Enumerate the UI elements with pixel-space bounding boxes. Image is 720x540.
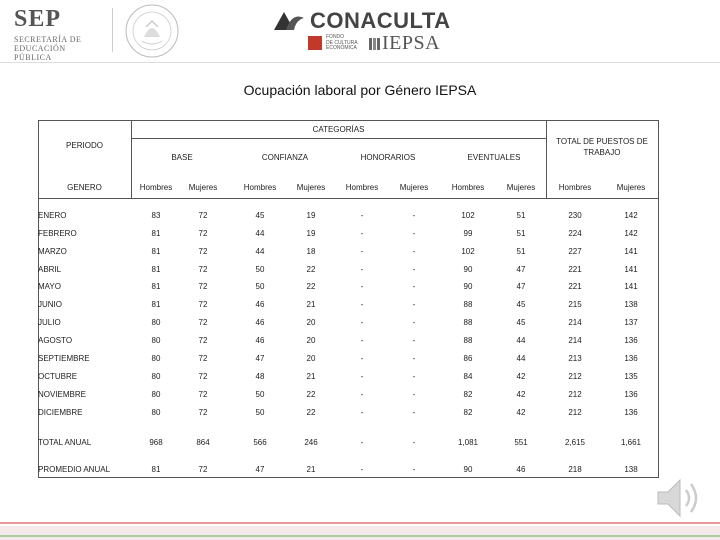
table-cell: 42 xyxy=(516,408,526,417)
fce-logo-icon xyxy=(308,36,322,50)
table-cell: 51 xyxy=(516,229,526,238)
sep-subtitle-line1: SECRETARÍA DE xyxy=(14,35,82,44)
table-cell: - xyxy=(360,354,364,363)
table-cell: 83 xyxy=(151,211,161,220)
table-cell: - xyxy=(412,465,416,474)
subheader-mujeres: Mujeres xyxy=(399,183,429,192)
table-cell: 51 xyxy=(516,247,526,256)
row-label: NOVIEMBRE xyxy=(38,390,87,399)
categorias-underline xyxy=(131,138,546,139)
table-cell: 45 xyxy=(255,211,265,220)
table-cell: - xyxy=(412,247,416,256)
table-cell: 51 xyxy=(516,211,526,220)
table-cell: - xyxy=(360,465,364,474)
table-cell: 72 xyxy=(198,354,208,363)
table-cell: 20 xyxy=(306,318,316,327)
subheader-mujeres: Mujeres xyxy=(616,183,646,192)
header xyxy=(0,0,720,62)
table-cell: 80 xyxy=(151,390,161,399)
table-cell: - xyxy=(412,265,416,274)
table-cell: - xyxy=(412,336,416,345)
table-cell: - xyxy=(360,229,364,238)
row-label: ABRIL xyxy=(38,265,62,274)
table-cell: 102 xyxy=(461,211,475,220)
table-cell: 88 xyxy=(463,336,473,345)
table-cell: 81 xyxy=(151,282,161,291)
mexico-seal-icon xyxy=(124,3,180,59)
genero-header: GENERO xyxy=(67,183,102,192)
subheader-mujeres: Mujeres xyxy=(296,183,326,192)
table-cell: 47 xyxy=(516,265,526,274)
table-cell: 22 xyxy=(306,390,316,399)
table-cell: 82 xyxy=(463,390,473,399)
table-cell: - xyxy=(360,372,364,381)
table-cell: - xyxy=(360,318,364,327)
table-cell: - xyxy=(412,318,416,327)
table-cell: 81 xyxy=(151,300,161,309)
table-cell: - xyxy=(360,282,364,291)
conaculta-mark-icon xyxy=(272,10,306,32)
table-cell: 566 xyxy=(253,438,267,447)
subheader-mujeres: Mujeres xyxy=(188,183,218,192)
table-cell: 72 xyxy=(198,372,208,381)
table-cell: 1,081 xyxy=(457,438,479,447)
row-label: MARZO xyxy=(38,247,67,256)
subheader-hombres: Hombres xyxy=(451,183,485,192)
fce-line-2: DE CULTURA xyxy=(326,39,358,46)
subheader-hombres: Hombres xyxy=(139,183,173,192)
table-cell: 47 xyxy=(255,465,265,474)
table-cell: 44 xyxy=(516,336,526,345)
table-cell: 551 xyxy=(514,438,528,447)
table-cell: 80 xyxy=(151,336,161,345)
table-cell: 82 xyxy=(463,408,473,417)
table-cell: 42 xyxy=(516,372,526,381)
table-cell: 80 xyxy=(151,318,161,327)
table-cell: - xyxy=(360,247,364,256)
table-cell: 72 xyxy=(198,229,208,238)
footer-stripe-red xyxy=(0,522,720,524)
table-cell: - xyxy=(412,390,416,399)
table-cell: 99 xyxy=(463,229,473,238)
table-cell: 47 xyxy=(255,354,265,363)
table-cell: 50 xyxy=(255,390,265,399)
fce-text xyxy=(326,35,358,52)
table-cell: 88 xyxy=(463,318,473,327)
table-cell: 19 xyxy=(306,211,316,220)
table-cell: 214 xyxy=(568,336,582,345)
table-cell: 44 xyxy=(255,229,265,238)
table-cell: 218 xyxy=(568,465,582,474)
table-cell: 46 xyxy=(255,336,265,345)
table-cell: 72 xyxy=(198,390,208,399)
table-cell: 142 xyxy=(624,211,638,220)
table-cell: 138 xyxy=(624,465,638,474)
sep-title: SEP xyxy=(14,6,62,32)
header-bottom-rule xyxy=(38,198,659,199)
subheader-hombres: Hombres xyxy=(243,183,277,192)
table-cell: - xyxy=(412,372,416,381)
table-cell: 72 xyxy=(198,465,208,474)
table-cell: 18 xyxy=(306,247,316,256)
subheader-hombres: Hombres xyxy=(345,183,379,192)
row-label: MAYO xyxy=(38,282,61,291)
table-cell: 90 xyxy=(463,265,473,274)
table-cell: 42 xyxy=(516,390,526,399)
table-cell: - xyxy=(360,390,364,399)
table-cell: 86 xyxy=(463,354,473,363)
table-cell: 72 xyxy=(198,300,208,309)
table-cell: 21 xyxy=(306,372,316,381)
table-cell: 22 xyxy=(306,265,316,274)
group-header-eventuales: EVENTUALES xyxy=(467,153,521,162)
table-cell: 46 xyxy=(255,318,265,327)
table-cell: 44 xyxy=(255,247,265,256)
table-cell: 212 xyxy=(568,372,582,381)
table-cell: - xyxy=(360,408,364,417)
table-cell: - xyxy=(360,211,364,220)
row-label: ENERO xyxy=(38,211,67,220)
table-cell: 221 xyxy=(568,282,582,291)
table-cell: 141 xyxy=(624,282,638,291)
table-cell: 80 xyxy=(151,354,161,363)
table-cell: 214 xyxy=(568,318,582,327)
fce-line-3: ECONÓMICA xyxy=(326,45,357,51)
conaculta-name: CONACULTA xyxy=(310,8,451,33)
table-cell: 136 xyxy=(624,354,638,363)
categorias-header: CATEGORÍAS xyxy=(312,125,365,134)
table-cell: 141 xyxy=(624,265,638,274)
table-cell: 45 xyxy=(516,300,526,309)
table-cell: - xyxy=(412,282,416,291)
iepsa-book-icon xyxy=(368,36,382,52)
table-cell: 212 xyxy=(568,408,582,417)
table-cell: 72 xyxy=(198,247,208,256)
sep-subtitle-line2: EDUCACIÓN PÚBLICA xyxy=(14,44,66,62)
table-cell: 142 xyxy=(624,229,638,238)
subheader-mujeres: Mujeres xyxy=(506,183,536,192)
row-label: OCTUBRE xyxy=(38,372,78,381)
header-rule xyxy=(0,62,720,63)
table-cell: 90 xyxy=(463,282,473,291)
table-cell: 1,661 xyxy=(620,438,642,447)
table-cell: 136 xyxy=(624,408,638,417)
table-cell: 50 xyxy=(255,282,265,291)
group-header-confianza: CONFIANZA xyxy=(261,153,309,162)
table-cell: 84 xyxy=(463,372,473,381)
table-cell: 72 xyxy=(198,282,208,291)
table-cell: - xyxy=(412,229,416,238)
table-cell: 48 xyxy=(255,372,265,381)
table-cell: 72 xyxy=(198,408,208,417)
row-label: DICIEMBRE xyxy=(38,408,83,417)
table-cell: 47 xyxy=(516,282,526,291)
iepsa-name: IEPSA xyxy=(382,32,441,54)
table-cell: 138 xyxy=(624,300,638,309)
table-cell: 72 xyxy=(198,211,208,220)
table-cell: 141 xyxy=(624,247,638,256)
row-label: JULIO xyxy=(38,318,61,327)
page-title: Ocupación laboral por Género IEPSA xyxy=(243,82,477,98)
table-cell: 72 xyxy=(198,336,208,345)
table-cell: 19 xyxy=(306,229,316,238)
table-cell: 215 xyxy=(568,300,582,309)
conaculta-logo xyxy=(272,6,472,58)
table-cell: 88 xyxy=(463,300,473,309)
table-cell: 102 xyxy=(461,247,475,256)
table-cell: - xyxy=(360,265,364,274)
header-divider xyxy=(112,8,113,52)
table-cell: 80 xyxy=(151,408,161,417)
table-cell: 50 xyxy=(255,265,265,274)
row-label: JUNIO xyxy=(38,300,62,309)
table-cell: - xyxy=(412,300,416,309)
table-cell: 22 xyxy=(306,408,316,417)
table-cell: 45 xyxy=(516,318,526,327)
footer-stripe-green xyxy=(0,535,720,537)
table-cell: - xyxy=(412,408,416,417)
fce-line-1: FONDO xyxy=(326,34,345,40)
table-cell: - xyxy=(412,354,416,363)
table-cell: 20 xyxy=(306,336,316,345)
table-cell: 90 xyxy=(463,465,473,474)
sep-logo xyxy=(14,6,94,62)
footer-band xyxy=(0,526,720,540)
row-label: AGOSTO xyxy=(38,336,73,345)
table-cell: 46 xyxy=(255,300,265,309)
table-cell: 864 xyxy=(196,438,210,447)
table-cell: 22 xyxy=(306,282,316,291)
table-cell: 21 xyxy=(306,300,316,309)
row-label: SEPTIEMBRE xyxy=(38,354,90,363)
table-cell: 81 xyxy=(151,265,161,274)
table-cell: 72 xyxy=(198,265,208,274)
table-cell: 224 xyxy=(568,229,582,238)
row-label: TOTAL ANUAL xyxy=(38,438,92,447)
table-cell: 135 xyxy=(624,372,638,381)
table-cell: - xyxy=(360,438,364,447)
periodo-header: PERIODO xyxy=(66,141,103,150)
table-cell: 81 xyxy=(151,465,161,474)
speaker-icon[interactable] xyxy=(654,474,706,522)
group-header-honorarios: HONORARIOS xyxy=(360,153,416,162)
table-cell: 221 xyxy=(568,265,582,274)
table-cell: 227 xyxy=(568,247,582,256)
group-header-base: BASE xyxy=(171,153,193,162)
table-cell: 968 xyxy=(149,438,163,447)
table-cell: - xyxy=(360,300,364,309)
table-cell: 50 xyxy=(255,408,265,417)
table-cell: 44 xyxy=(516,354,526,363)
table-cell: - xyxy=(412,438,416,447)
table-cell: - xyxy=(360,336,364,345)
table-cell: 212 xyxy=(568,390,582,399)
table-left-border xyxy=(38,120,39,478)
row-label: FEBRERO xyxy=(38,229,77,238)
table-cell: 213 xyxy=(568,354,582,363)
table-cell: 246 xyxy=(304,438,318,447)
row-label: PROMEDIO ANUAL xyxy=(38,465,111,474)
subheader-hombres: Hombres xyxy=(558,183,592,192)
table-cell: 72 xyxy=(198,318,208,327)
table-cell: 81 xyxy=(151,229,161,238)
table-right-border xyxy=(658,120,659,478)
table-bottom-border xyxy=(38,477,659,478)
table-cell: 20 xyxy=(306,354,316,363)
table-cell: 81 xyxy=(151,247,161,256)
total-puestos-header: TOTAL DE PUESTOS DE TRABAJO xyxy=(556,137,648,157)
table-cell: 137 xyxy=(624,318,638,327)
table-cell: 230 xyxy=(568,211,582,220)
table-cell: 2,615 xyxy=(564,438,586,447)
table-cell: - xyxy=(412,211,416,220)
table-cell: 46 xyxy=(516,465,526,474)
table-cell: 21 xyxy=(306,465,316,474)
table-cell: 136 xyxy=(624,336,638,345)
table-cell: 136 xyxy=(624,390,638,399)
table-cell: 80 xyxy=(151,372,161,381)
